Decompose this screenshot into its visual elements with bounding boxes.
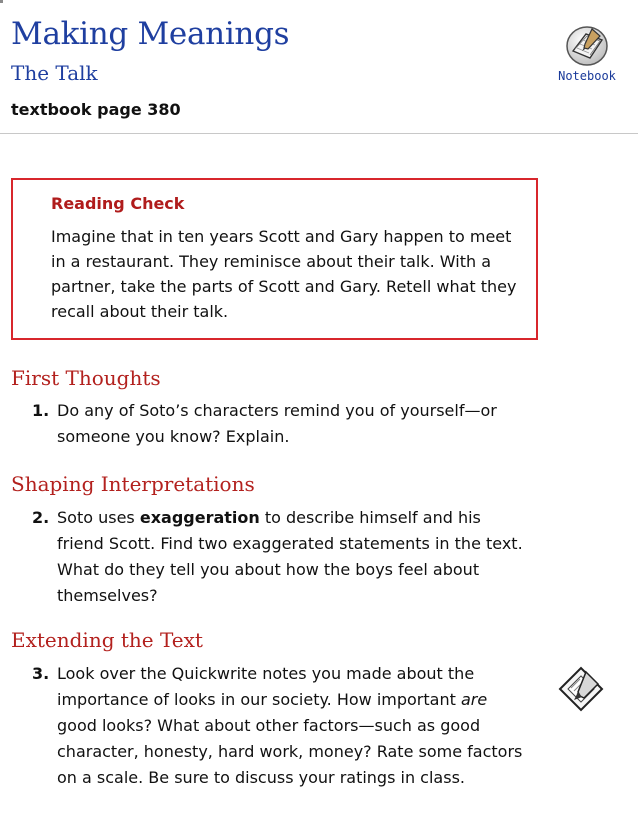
question-number: 1. <box>32 401 50 420</box>
header-divider <box>0 133 638 134</box>
question-text-run: exaggeration <box>139 508 260 527</box>
question-text <box>57 505 532 609</box>
page-title: Making Meanings <box>11 16 290 52</box>
question-text <box>57 661 532 791</box>
question-text-run: Do any of Soto’s characters remind you of yourself—or someone you know? Explain. <box>57 401 497 446</box>
notebook-icon <box>564 22 610 68</box>
page-subtitle: The Talk <box>11 61 98 85</box>
question-text-run: good looks? What about other factors—such as good character, honesty, hard work, money? Rate some factors on a scale. Be sure to discuss your ratings in class. <box>57 716 523 787</box>
question-text <box>57 398 532 450</box>
question-text-run: are <box>460 690 488 709</box>
reading-check-title: Reading Check <box>51 194 185 213</box>
question-1 <box>32 398 532 450</box>
question-text-run: Look over the Quickwrite notes you made about the importance of looks in our society. How important <box>57 664 475 709</box>
question-text-run: to describe himself and his friend Scott. Find two exaggerated statements in the text. What do they tell you about how the boys feel about themselves? <box>57 508 523 605</box>
reading-check-body: Imagine that in ten years Scott and Gary happen to meet in a restaurant. They reminisce about their talk. With a partner, take the parts of Scott and Gary. Retell what they recall about their talk. <box>51 227 517 321</box>
reading-check-box <box>11 178 538 340</box>
question-text-run: Soto uses <box>57 508 140 527</box>
notepad-pencil-icon <box>556 664 606 718</box>
section-heading-first-thoughts: First Thoughts <box>11 366 161 390</box>
textbook-page-reference: textbook page 380 <box>11 100 181 119</box>
question-3 <box>32 661 532 791</box>
question-2 <box>32 505 532 609</box>
section-heading-shaping-interpretations: Shaping Interpretations <box>11 472 255 496</box>
section-heading-extending-the-text: Extending the Text <box>11 628 203 652</box>
question-number: 3. <box>32 664 50 683</box>
corner-mark <box>0 0 3 3</box>
question-number: 2. <box>32 508 50 527</box>
notebook-label: Notebook <box>558 69 616 83</box>
notebook-button[interactable] <box>552 22 622 83</box>
